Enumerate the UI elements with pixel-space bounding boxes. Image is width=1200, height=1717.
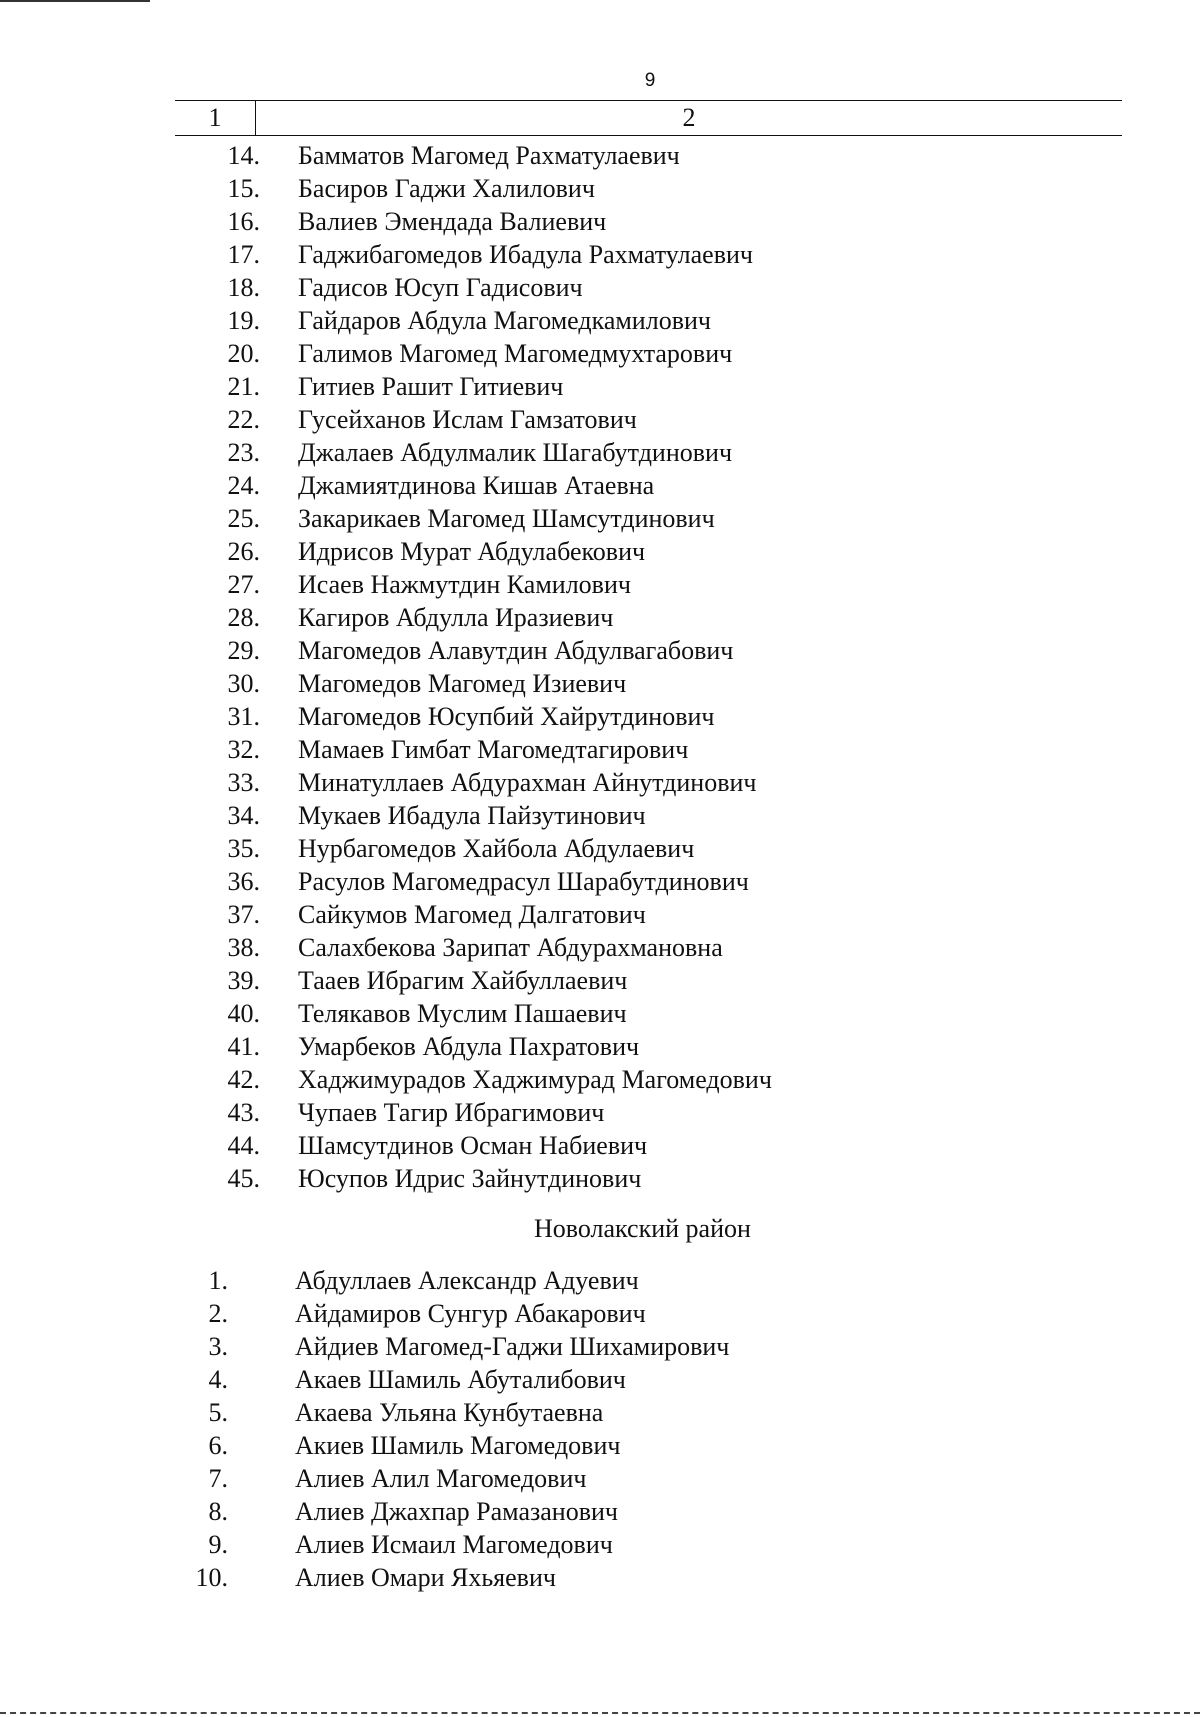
list-item bbox=[0, 1264, 1200, 1297]
list-item bbox=[0, 436, 1200, 469]
list-item-name: Акиев Шамиль Магомедович bbox=[295, 1431, 621, 1460]
list-item bbox=[0, 634, 1200, 667]
list-item-number: 28. bbox=[227, 603, 260, 632]
list-item-name: Салахбекова Зарипат Абдурахмановна bbox=[298, 933, 723, 962]
list-item-name: Джамиятдинова Кишав Атаевна bbox=[298, 471, 655, 500]
list-item-number: 26. bbox=[227, 537, 260, 566]
list-item bbox=[0, 898, 1200, 931]
list-item-number: 20. bbox=[227, 339, 260, 368]
list-item-name: Гадисов Юсуп Гадисович bbox=[298, 273, 583, 302]
list-item-name: Магомедов Юсупбий Хайрутдинович bbox=[298, 702, 715, 731]
list-item bbox=[0, 1528, 1200, 1561]
list-item-name: Алиев Джахпар Рамазанович bbox=[295, 1497, 618, 1526]
list-item-name: Магомедов Алавутдин Абдулвагабович bbox=[298, 636, 734, 665]
list-item bbox=[0, 997, 1200, 1030]
list-item-number: 35. bbox=[227, 834, 260, 863]
list-item-name: Магомедов Магомед Изиевич bbox=[298, 669, 627, 698]
list-item bbox=[0, 1096, 1200, 1129]
list-item-number: 39. bbox=[227, 966, 260, 995]
list-item bbox=[0, 964, 1200, 997]
list-item-number: 23. bbox=[227, 438, 260, 467]
list-item bbox=[0, 832, 1200, 865]
list-item-number: 40. bbox=[227, 999, 260, 1028]
list-item-number: 19. bbox=[227, 306, 260, 335]
list-item-number: 33. bbox=[227, 768, 260, 797]
list-item bbox=[0, 469, 1200, 502]
list-item bbox=[0, 1429, 1200, 1462]
list-item-number: 14. bbox=[227, 141, 260, 170]
list-item bbox=[0, 1330, 1200, 1363]
list-item bbox=[0, 337, 1200, 370]
list-item-number: 3. bbox=[208, 1332, 228, 1361]
list-item-name: Айдиев Магомед-Гаджи Шихамирович bbox=[295, 1332, 730, 1361]
list-item bbox=[0, 568, 1200, 601]
list-item-name: Умарбеков Абдула Пахратович bbox=[298, 1032, 640, 1061]
list-item-name: Хаджимурадов Хаджимурад Магомедович bbox=[298, 1065, 772, 1094]
list-item-number: 4. bbox=[208, 1365, 228, 1394]
list-item bbox=[0, 271, 1200, 304]
list-item bbox=[0, 601, 1200, 634]
list-item-name: Гитиев Рашит Гитиевич bbox=[298, 372, 564, 401]
list-item-name: Джалаев Абдулмалик Шагабутдинович bbox=[298, 438, 733, 467]
list-item bbox=[0, 733, 1200, 766]
list-item-number: 41. bbox=[227, 1032, 260, 1061]
list-item-number: 25. bbox=[227, 504, 260, 533]
list-item bbox=[0, 931, 1200, 964]
list-item-number: 45. bbox=[227, 1164, 260, 1193]
list-item-number: 7. bbox=[208, 1464, 228, 1493]
list-item-name: Нурбагомедов Хайбола Абдулаевич bbox=[298, 834, 695, 863]
list-item bbox=[0, 502, 1200, 535]
list-item-number: 15. bbox=[227, 174, 260, 203]
list-item bbox=[0, 1495, 1200, 1528]
list-item-name: Сайкумов Магомед Далгатович bbox=[298, 900, 646, 929]
list-item-number: 8. bbox=[208, 1497, 228, 1526]
table-header-column-1: 1 bbox=[175, 101, 256, 135]
list-item bbox=[0, 139, 1200, 172]
list-item bbox=[0, 1396, 1200, 1429]
list-item-name: Гаджибагомедов Ибадула Рахматулаевич bbox=[298, 240, 753, 269]
list-item-name: Мамаев Гимбат Магомедтагирович bbox=[298, 735, 689, 764]
list-item-name: Кагиров Абдулла Иразиевич bbox=[298, 603, 614, 632]
name-list-continued bbox=[0, 139, 1200, 1195]
list-item bbox=[0, 1561, 1200, 1594]
name-list-district bbox=[0, 1264, 1200, 1594]
list-item bbox=[0, 1030, 1200, 1063]
list-item-name: Галимов Магомед Магомедмухтарович bbox=[298, 339, 733, 368]
list-item-name: Телякавов Муслим Пашаевич bbox=[298, 999, 627, 1028]
list-item bbox=[0, 1063, 1200, 1096]
list-item-number: 6. bbox=[208, 1431, 228, 1460]
list-item-number: 44. bbox=[227, 1131, 260, 1160]
list-item-number: 34. bbox=[227, 801, 260, 830]
list-item bbox=[0, 403, 1200, 436]
list-item-name: Басиров Гаджи Халилович bbox=[298, 174, 595, 203]
list-item bbox=[0, 700, 1200, 733]
list-item-name: Идрисов Мурат Абдулабекович bbox=[298, 537, 646, 566]
list-item bbox=[0, 1363, 1200, 1396]
list-item-number: 16. bbox=[227, 207, 260, 236]
list-item-number: 10. bbox=[195, 1563, 228, 1592]
list-item-number: 37. bbox=[227, 900, 260, 929]
list-item bbox=[0, 667, 1200, 700]
list-item-name: Расулов Магомедрасул Шарабутдинович bbox=[298, 867, 749, 896]
list-item bbox=[0, 1462, 1200, 1495]
list-item-number: 24. bbox=[227, 471, 260, 500]
scan-edge-line-bottom bbox=[0, 1712, 1200, 1714]
list-item-name: Алиев Алил Магомедович bbox=[295, 1464, 587, 1493]
list-item-name: Айдамиров Сунгур Абакарович bbox=[295, 1299, 646, 1328]
list-item-number: 18. bbox=[227, 273, 260, 302]
list-item-name: Акаев Шамиль Абуталибович bbox=[295, 1365, 626, 1394]
list-item-number: 29. bbox=[227, 636, 260, 665]
list-item bbox=[0, 1129, 1200, 1162]
list-item-name: Минатуллаев Абдурахман Айнутдинович bbox=[298, 768, 757, 797]
list-item bbox=[0, 172, 1200, 205]
list-item-name: Шамсутдинов Осман Набиевич bbox=[298, 1131, 648, 1160]
list-item-name: Гусейханов Ислам Гамзатович bbox=[298, 405, 637, 434]
list-item bbox=[0, 304, 1200, 337]
list-item-number: 43. bbox=[227, 1098, 260, 1127]
list-item bbox=[0, 205, 1200, 238]
list-item-number: 1. bbox=[208, 1266, 228, 1295]
list-item-name: Алиев Исмаил Магомедович bbox=[295, 1530, 613, 1559]
list-item-number: 38. bbox=[227, 933, 260, 962]
list-item-number: 2. bbox=[208, 1299, 228, 1328]
list-item-name: Чупаев Тагир Ибрагимович bbox=[298, 1098, 605, 1127]
list-item bbox=[0, 1297, 1200, 1330]
list-item bbox=[0, 1162, 1200, 1195]
list-item-name: Тааев Ибрагим Хайбуллаевич bbox=[298, 966, 628, 995]
list-item-name: Бамматов Магомед Рахматулаевич bbox=[298, 141, 680, 170]
list-item-number: 9. bbox=[208, 1530, 228, 1559]
district-heading: Новолакский район bbox=[534, 1214, 751, 1243]
list-item bbox=[0, 370, 1200, 403]
list-item-number: 17. bbox=[227, 240, 260, 269]
list-item bbox=[0, 799, 1200, 832]
list-item-name: Гайдаров Абдула Магомедкамилович bbox=[298, 306, 711, 335]
list-item-name: Акаева Ульяна Кунбутаевна bbox=[295, 1398, 604, 1427]
list-item bbox=[0, 535, 1200, 568]
list-item-name: Закарикаев Магомед Шамсутдинович bbox=[298, 504, 715, 533]
list-item-name: Валиев Эмендада Валиевич bbox=[298, 207, 607, 236]
list-item-number: 5. bbox=[208, 1398, 228, 1427]
page-number: 9 bbox=[644, 70, 656, 91]
list-item-name: Мукаев Ибадула Пайзутинович bbox=[298, 801, 646, 830]
list-item-name: Алиев Омари Яхьяевич bbox=[295, 1563, 556, 1592]
list-item bbox=[0, 766, 1200, 799]
list-item-number: 42. bbox=[227, 1065, 260, 1094]
list-item-number: 36. bbox=[227, 867, 260, 896]
list-item-name: Юсупов Идрис Зайнутдинович bbox=[298, 1164, 642, 1193]
list-item-number: 22. bbox=[227, 405, 260, 434]
list-item-number: 31. bbox=[227, 702, 260, 731]
list-item bbox=[0, 238, 1200, 271]
list-item-name: Исаев Нажмутдин Камилович bbox=[298, 570, 631, 599]
list-item-number: 30. bbox=[227, 669, 260, 698]
scan-edge-line bbox=[0, 0, 150, 2]
list-item bbox=[0, 865, 1200, 898]
list-item-name: Абдуллаев Александр Адуевич bbox=[295, 1266, 639, 1295]
list-item-number: 27. bbox=[227, 570, 260, 599]
table-header bbox=[175, 100, 1122, 136]
list-item-number: 32. bbox=[227, 735, 260, 764]
table-header-column-2: 2 bbox=[682, 103, 696, 132]
list-item-number: 21. bbox=[227, 372, 260, 401]
